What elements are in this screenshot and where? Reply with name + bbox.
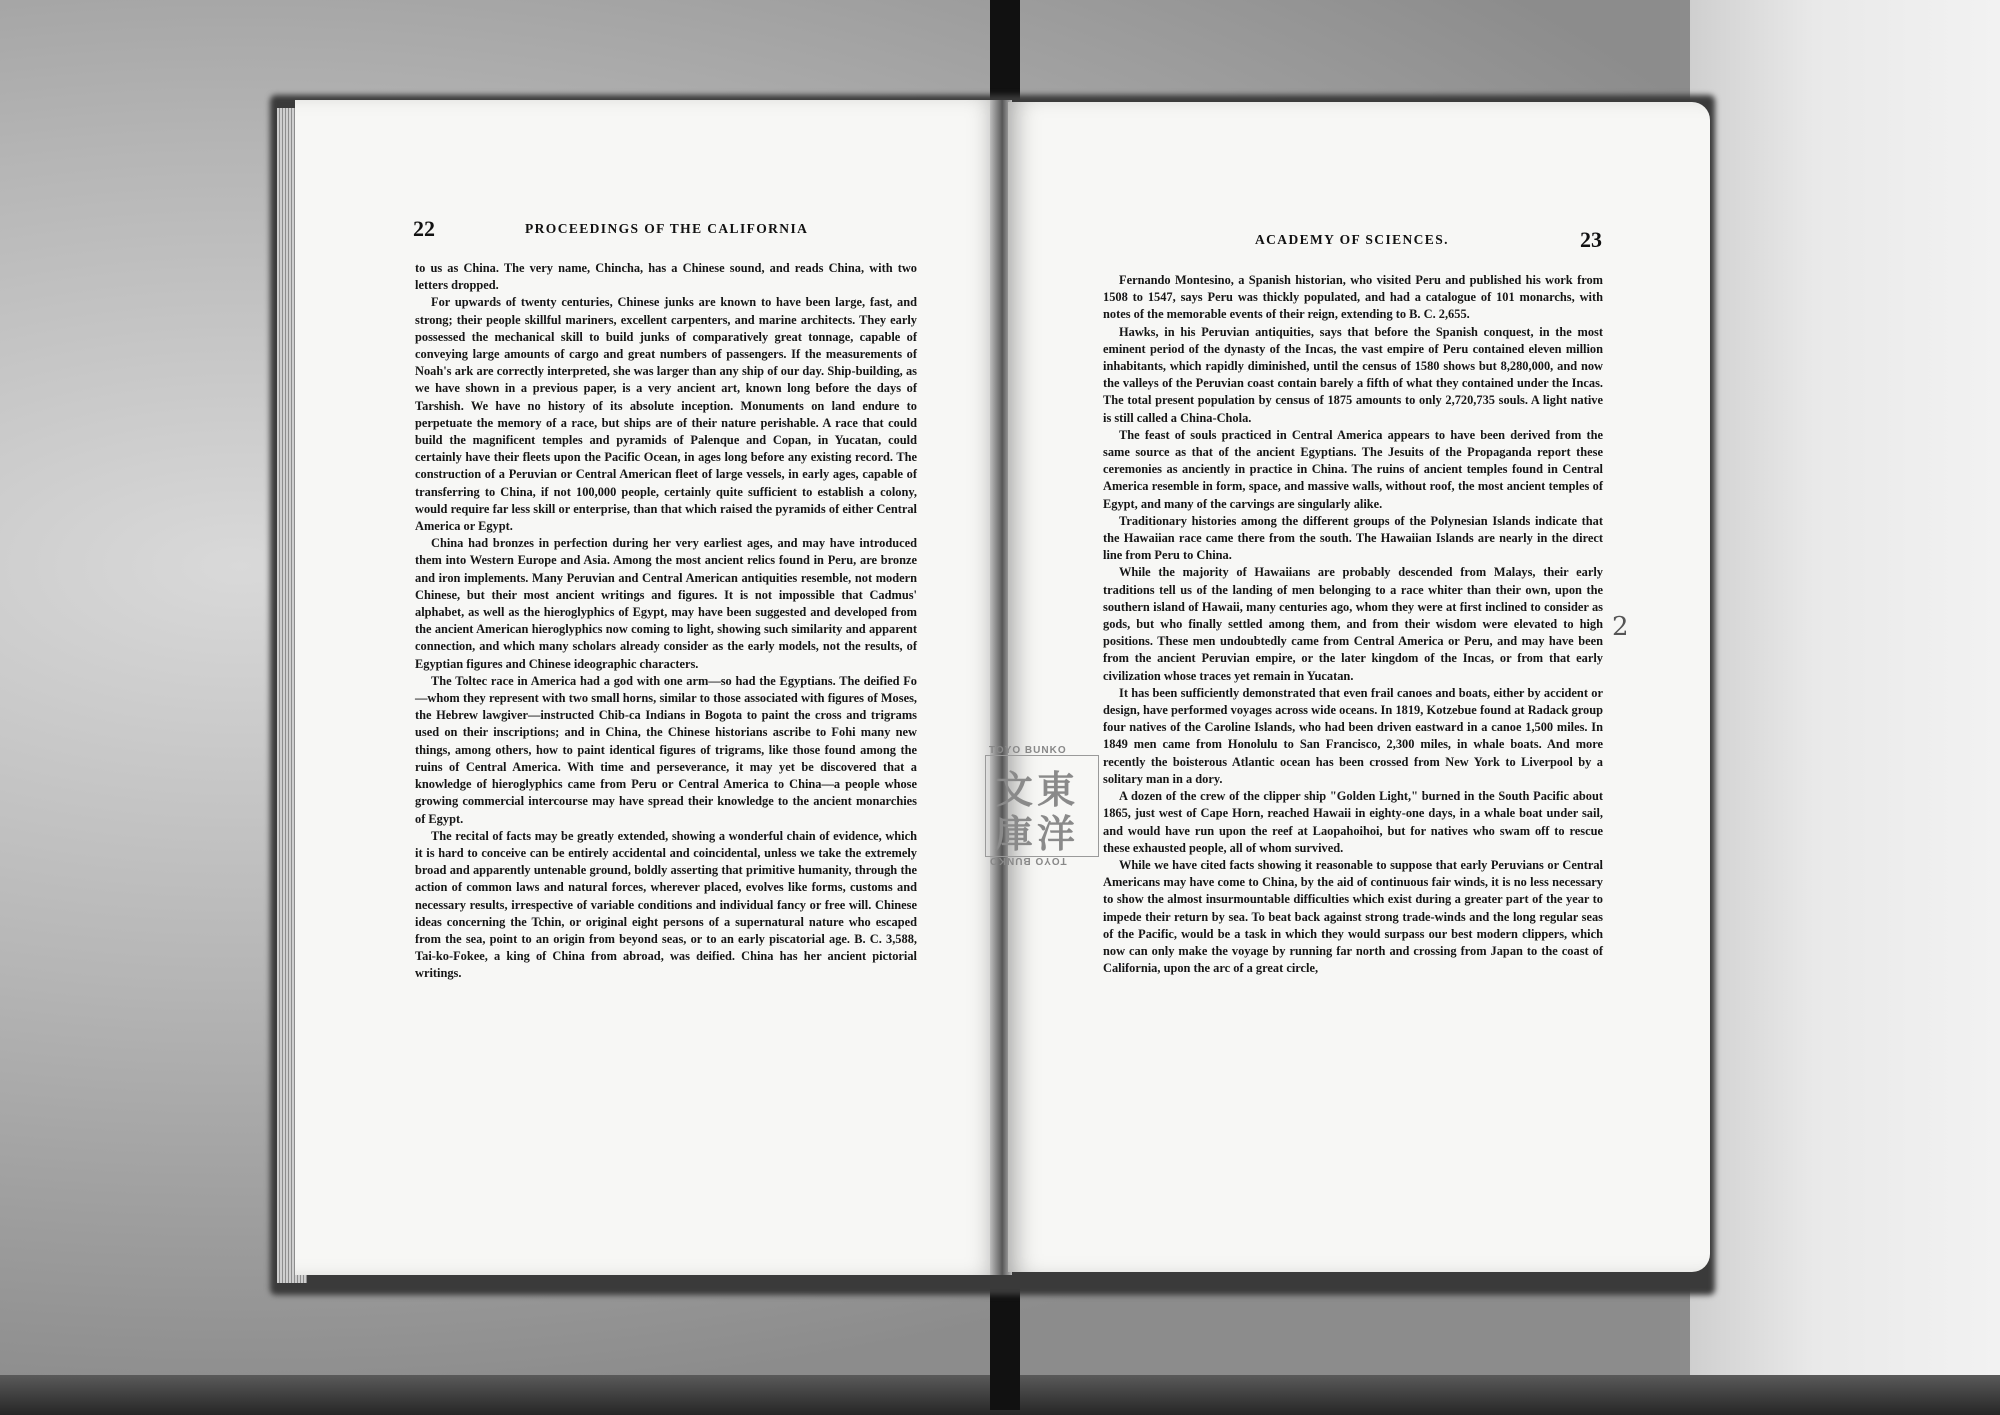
stamp-top-text: TOYO BUNKO — [989, 745, 1067, 756]
paragraph: For upwards of twenty centuries, Chinese junks are known to have been large, fast, and strong; their people skillful mariners, excellent carpenters, and marine architects. They early possessed the mechanical skill to build junks of comparatively great tonnage, capable of conveying large amounts of cargo and great numbers of passengers. If the measurements of Noah's ark are correctly interpreted, she was larger than any ship of our day. Ship-building, as we have shown in a previous paper, is a very ancient art, known long before the days of Tarshish. We have no history of its absolute inception. Monuments on land endure to perpetuate the memory of a race, but ships are of their nature perishable. A race that could build the magnificent temples and pyramids of Palenque and Copan, in Yucatan, could certainly have their fleets upon the Pacific Ocean, in ages long before any existing record. The construction of a Peruvian or Central American fleet of large vessels, in early ages, capable of transferring to China, if not 100,000 people, certainly quite sufficient to establish a colony, would require far less skill or enterprise, than that which raised the pyramids of either Central America or Egypt. — [415, 295, 917, 534]
left-page — [295, 100, 1000, 1275]
left-page-body — [415, 260, 917, 983]
handwritten-margin-note: 2 — [1612, 612, 1629, 642]
page-number: 22 — [413, 216, 435, 241]
page-number: 23 — [1580, 227, 1602, 252]
scan-background-right — [1690, 0, 2000, 1415]
paragraph: A dozen of the crew of the clipper ship "Golden Light," burned in the South Pacific about 1865, just west of Cape Horn, reached Hawaii in eighty-one days, in a whale boat under sail, and would have run upon the reef at Laopahoihoi, but for natives who swam off to rescue these exhausted people, all of whom survived. — [1103, 789, 1603, 855]
paragraph: Fernando Montesino, a Spanish historian, who visited Peru and published his work from 1508 to 1547, says Peru was thickly populated, and had a catalogue of 101 monarchs, with notes of the memorable events of their reign, extending to B. C. 2,655. — [1103, 273, 1603, 322]
paragraph: The recital of facts may be greatly extended, showing a wonderful chain of evidence, which it is hard to conceive can be entirely accidental and coincidental, unless we take the extremely broad and apparently untenable ground, boldly asserting that primitive humanity, through the action of common laws and natural forces, wherever placed, evolves like forms, customs and necessary results, irrespective of variable conditions and individual fancy or free will. Chinese ideas concerning the Tchin, or original eight persons of a supernatural nature who escaped from the sea, point to an origin from beyond seas, or to an early piscatorial age. B. C. 3,588, Tai-ko-Fokee, a king of China from abroad, was deified. China has her ancient pictorial writings. — [415, 828, 917, 981]
paragraph: China had bronzes in perfection during her very earliest ages, and may have introduced them into Western Europe and Asia. Among the most ancient relics found in Peru, are bronze and iron implements. Many Peruvian and Central American antiquities resemble, not modern Chinese, but their most ancient writings and figures. It is not impossible that Cadmus' alphabet, as well as the hieroglyphics of Egypt, may have been suggested and developed from the ancient American hieroglyphics now coming to light, showing such similarity and apparent connection, and which many scholars already consider as the early models, not the results, of Egyptian figures and Chinese ideographic characters. — [415, 536, 917, 671]
paragraph: While we have cited facts showing it reasonable to suppose that early Peruvians or Central Americans may have come to China, by the aid of continuous fair winds, it is no less necessary to show the almost insurmountable difficulties which exist during a greater part of the year to impede their return by sea. To beat back against strong trade-winds and the long regular seas of the Pacific, would be a task in which they would surpass our best modern clippers, which now can only make the voyage by running far north and crossing from Japan to the coast of California, upon the arc of a great circle, — [1103, 857, 1603, 976]
right-page — [1008, 102, 1710, 1272]
stamp-glyph: 文 — [995, 767, 1034, 812]
library-stamp — [985, 745, 1100, 870]
stamp-glyph: 庫 — [995, 811, 1034, 856]
paragraph: The feast of souls practiced in Central America appears to have been derived from the same source as that of the ancient Egyptians. The Jesuits of the Propaganda report these ceremonies as anciently in practice in China. The ruins of ancient temples found in Central America resemble in form, space, and massive walls, without roof, the most ancient temples of Egypt, and many of the carvings are singularly alike. — [1103, 427, 1603, 511]
running-head: ACADEMY OF SCIENCES. — [1255, 232, 1449, 247]
paragraph: to us as China. The very name, Chincha, has a Chinese sound, and reads China, with two letters dropped. — [415, 261, 917, 293]
paragraph: Hawks, in his Peruvian antiquities, says that before the Spanish conquest, in the most eminent period of the dynasty of the Incas, the vast empire of Peru contained eleven million inhabitants, which rapidly diminished, until the census of 1580 shows but 8,280,000, and now the valleys of the Peruvian coast contain barely a fifth of what they contained under the Incas. The total present population by census of 1875 amounts to only 2,720,735 souls. A light native is still called a China-Chola. — [1103, 324, 1603, 425]
running-head: PROCEEDINGS OF THE CALIFORNIA — [525, 221, 809, 236]
paragraph: While the majority of Hawaiians are probably descended from Malays, their early traditions tell us of the landing of men belonging to a race whiter than their own, upon the southern island of Hawaii, many centuries ago, whom they were at first inclined to consider as gods, but who finally settled among them, and from their wisdom were elevated to high positions. These men undoubtedly came from Central America or Peru, and may have been from the ancient Peruvian empire, or the later kingdom of the Incas, or from that early civilization whose traces yet remain in Yucatan. — [1103, 565, 1603, 683]
stamp-glyph: 洋 — [1037, 811, 1076, 856]
paragraph: Traditionary histories among the different groups of the Polynesian Islands indicate that the Hawaiian race came there from the south. The Hawaiian Islands are nearly in the direct line from Peru to China. — [1103, 513, 1603, 563]
paragraph: It has been sufficiently demonstrated that even frail canoes and boats, either by accident or design, have performed voyages across wide oceans. In 1819, Kotzebue found at Radack group four natives of the Caroline Islands, who had been driven eastward in a canoe 1,500 miles. In 1849 men came from Honolulu to San Francisco, 2,300 miles, in whale boats. And more recently the boisterous Atlantic ocean has been crossed from New York to Liverpool by a solitary man in a dory. — [1103, 685, 1603, 786]
stamp-glyph: 東 — [1037, 767, 1076, 812]
right-page-body — [1103, 272, 1603, 977]
spine-shadow-top — [990, 0, 1020, 110]
stamp-bottom-text: TOYO BUNKO — [989, 855, 1067, 866]
paragraph: The Toltec race in America had a god with one arm—so had the Egyptians. The deified Fo—whom they represent with two small horns, similar to those associated with figures of Moses, the Hebrew lawgiver—instructed Chib-ca Indians in Bogota to paint the cross and trigrams used on their inscriptions; and in China, the Chinese historians ascribe to Fohi many new things, among others, how to paint identical figures of trigrams, like those found among the ruins of Central America. With time and perseverance, it may yet be discovered that a knowledge of hieroglyphics came from Peru or Central America to China—a people whose growing commercial intercourse may have spread their knowledge to the ancient monarchies of Egypt. — [415, 673, 917, 826]
